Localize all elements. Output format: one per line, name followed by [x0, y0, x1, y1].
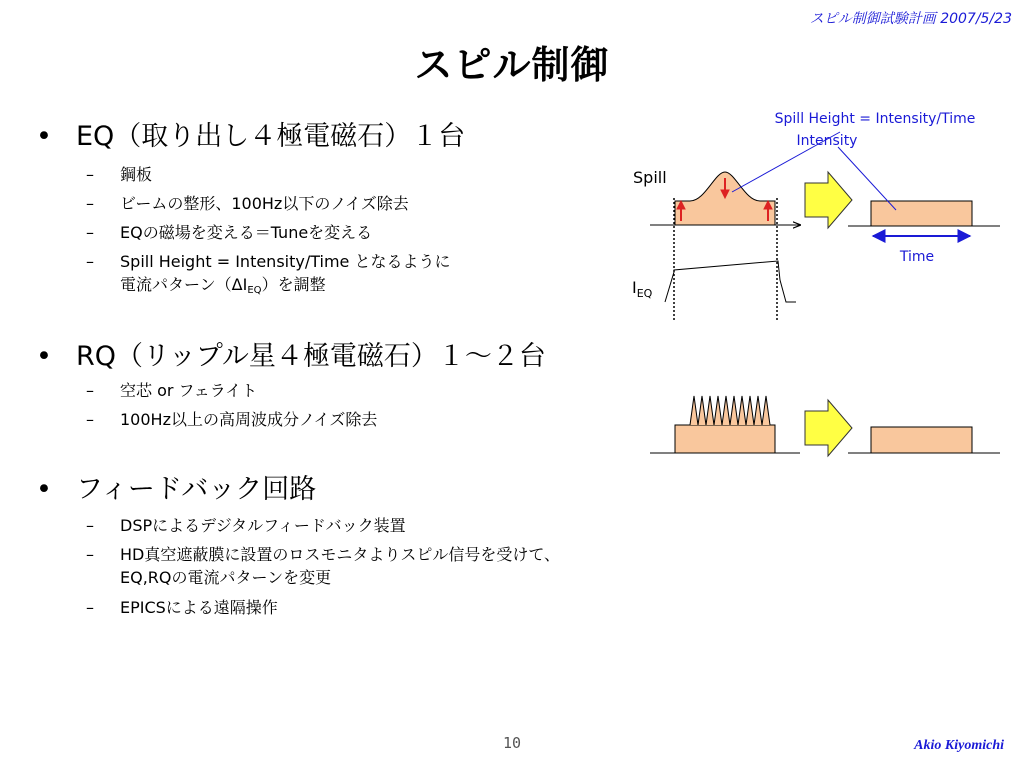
spill-label: Spill	[633, 168, 667, 187]
ieq-sub: EQ	[636, 287, 653, 300]
eq-subscript: EQ	[247, 285, 262, 296]
ripple-base-box	[675, 425, 775, 453]
flat-spill-box	[871, 201, 972, 226]
sub-item-text: 100Hz以上の高周波成分ノイズ除去	[120, 410, 378, 429]
dash: –	[86, 165, 94, 184]
sub-item-text: EQの磁場を変える＝Tuneを変える	[120, 223, 373, 242]
bullet-dot: •	[36, 474, 52, 505]
ieq-label	[632, 278, 653, 300]
time-label: Time	[899, 249, 935, 265]
dash: –	[86, 252, 94, 271]
sub-item-text: EPICSによる遠隔操作	[120, 598, 278, 617]
slide-title: スピル制御	[414, 43, 610, 87]
ieq-main: I	[632, 278, 637, 297]
smooth-result-box	[871, 427, 972, 453]
adjust-text: ）を調整	[261, 275, 326, 294]
bullet-dot: •	[36, 121, 52, 152]
dash: –	[86, 410, 94, 429]
dash: –	[86, 223, 94, 242]
yellow-arrow-icon	[805, 172, 852, 228]
header-note: スピル制御試験計画 2007/5/23	[809, 11, 1012, 27]
sub-item-text: HD真空遮蔽膜に設置のロスモニタよりスピル信号を受けて、	[120, 545, 561, 564]
page-number: 10	[502, 734, 522, 752]
bullet-rq-text: RQ（リップル星４極電磁石）１～２台	[76, 341, 546, 372]
dash: –	[86, 381, 94, 400]
author-name: Akio Kiyomichi	[914, 738, 1004, 753]
dash: –	[86, 194, 94, 213]
dash: –	[86, 545, 94, 564]
sub-item-text: ビームの整形、100Hz以下のノイズ除去	[120, 194, 409, 213]
spill-height-label: Spill Height = Intensity/Time	[774, 111, 976, 127]
sub-item-text: DSPによるデジタルフィードバック装置	[120, 516, 406, 535]
bullet-feedback-text: フィードバック回路	[76, 474, 317, 505]
bullet-eq-text: EQ（取り出し４極電磁石）１台	[76, 121, 466, 152]
sub-item-text: Spill Height = Intensity/Time となるように	[120, 252, 451, 271]
sub-item-text: EQ,RQの電流パターンを変更	[120, 568, 332, 587]
current-pattern-text: 電流パターン（ΔI	[120, 275, 248, 294]
intensity-label: Intensity	[796, 133, 858, 149]
dash: –	[86, 598, 94, 617]
yellow-arrow-icon	[805, 400, 852, 456]
sub-item-text: 鋼板	[120, 165, 153, 184]
bullet-dot: •	[36, 341, 52, 372]
ripple-spikes	[690, 396, 770, 425]
sub-item-text: 空芯 or フェライト	[120, 381, 258, 400]
dash: –	[86, 516, 94, 535]
